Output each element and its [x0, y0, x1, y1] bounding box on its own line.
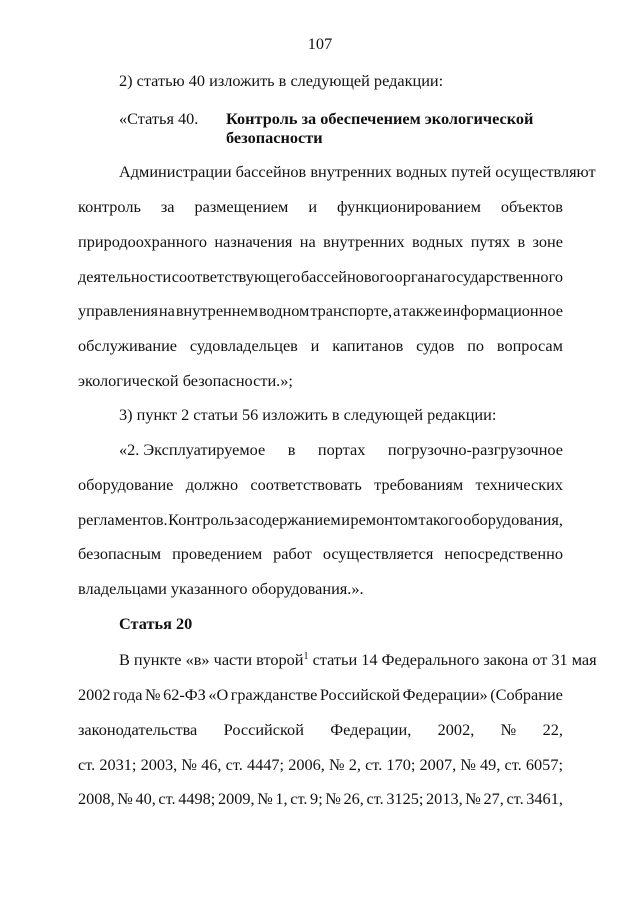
- art20-paragraph-line-4: [78, 755, 563, 775]
- admin-paragraph-line-7: экологической безопасности.»;: [78, 371, 293, 390]
- word: ст.: [158, 789, 176, 808]
- art20-line-1-start: В пункте «в» части второй: [119, 650, 304, 669]
- word: 62-ФЗ: [163, 685, 206, 704]
- item2-paragraph-line-1: [119, 440, 563, 460]
- word: 4498;: [178, 789, 216, 808]
- word: 46,: [201, 755, 222, 774]
- word: 2031;: [99, 755, 137, 774]
- admin-paragraph-line-3: [78, 232, 563, 252]
- word: Федерации,: [330, 720, 412, 739]
- word: непосредственно: [444, 544, 563, 563]
- art20-paragraph-line-3: [78, 720, 563, 740]
- word: и: [308, 197, 318, 216]
- word: внутренних: [323, 232, 405, 251]
- word: водных: [412, 232, 464, 251]
- word: №: [465, 789, 481, 808]
- item2-paragraph-line-3: [78, 510, 563, 530]
- admin-paragraph-line-1: Администрации бассейнов внутренних водных путей осуществляют: [119, 162, 596, 181]
- word: органа: [394, 267, 441, 286]
- word: 9;: [310, 789, 323, 808]
- word: государственного: [441, 267, 563, 286]
- word: водном: [258, 301, 310, 320]
- word: на: [299, 232, 316, 251]
- word: такого: [418, 510, 463, 529]
- word: 26,: [343, 789, 364, 808]
- word: требованиям: [374, 475, 464, 494]
- word: оборудование: [78, 475, 174, 494]
- word: ст.: [366, 789, 384, 808]
- admin-paragraph-line-2: [78, 197, 563, 217]
- article-40-title-line-2: безопасности: [226, 128, 323, 147]
- word: функционированием: [337, 197, 481, 216]
- word: 2006,: [288, 755, 325, 774]
- word: 2,: [348, 755, 361, 774]
- word: работ: [273, 544, 312, 563]
- word: на: [158, 301, 175, 320]
- word: капитанов: [332, 336, 404, 355]
- word: 49,: [480, 755, 501, 774]
- word: погрузочно-разгрузочное: [387, 440, 563, 459]
- word: Контроль: [168, 510, 234, 529]
- word: №: [329, 755, 345, 774]
- article-40-number: «Статья 40.: [119, 109, 199, 128]
- article-20-heading: Статья 20: [119, 614, 193, 633]
- word: должно: [185, 475, 239, 494]
- item2-paragraph-line-4: [78, 544, 563, 564]
- word: деятельности: [78, 267, 172, 286]
- word: 2003,: [140, 755, 178, 774]
- word: по: [467, 336, 485, 355]
- word: соответствовать: [250, 475, 362, 494]
- word: 2007,: [419, 755, 457, 774]
- word: оборудования,: [463, 510, 563, 529]
- word: в: [517, 232, 526, 251]
- word: содержанием: [248, 510, 341, 529]
- word: ст.: [504, 755, 522, 774]
- word: №: [460, 755, 476, 774]
- word: 2009,: [217, 789, 255, 808]
- word: 22,: [542, 720, 563, 739]
- word: 40,: [135, 789, 156, 808]
- word: (Собрание: [490, 685, 563, 704]
- word: также: [401, 301, 442, 320]
- item2-paragraph-line-2: [78, 475, 563, 495]
- word: безопасным: [78, 544, 162, 563]
- word: 2002,: [437, 720, 475, 739]
- item2-paragraph-line-5: владельцами указанного оборудования.».: [78, 579, 364, 598]
- amendment-item-2: 2) статью 40 изложить в следующей редакции:: [119, 71, 444, 90]
- word: №: [325, 789, 341, 808]
- word: «2. Эксплуатируемое: [119, 440, 266, 459]
- word: законодательства: [78, 720, 198, 739]
- word: ремонтом: [350, 510, 418, 529]
- word: а: [393, 301, 401, 320]
- amendment-item-3: 3) пункт 2 статьи 56 изложить в следующей редакции:: [119, 405, 497, 424]
- word: в: [287, 440, 296, 459]
- word: №: [500, 720, 517, 739]
- art20-paragraph-line-1: [119, 650, 597, 670]
- word: вопросам: [496, 336, 563, 355]
- word: контроль: [78, 197, 141, 216]
- word: судов: [416, 336, 455, 355]
- word: ст.: [225, 755, 243, 774]
- word: размещением: [194, 197, 289, 216]
- word: №: [181, 755, 197, 774]
- admin-paragraph-line-5: [78, 301, 563, 321]
- word: 170;: [386, 755, 416, 774]
- word: путях: [470, 232, 511, 251]
- word: информационное: [442, 301, 563, 320]
- word: объектов: [500, 197, 563, 216]
- footnote-superscript: 1: [303, 651, 309, 662]
- word: управления: [78, 301, 158, 320]
- word: соответствующего: [171, 267, 301, 286]
- word: 27,: [483, 789, 504, 808]
- word: зоне: [532, 232, 563, 251]
- word: судовладельцев: [189, 336, 298, 355]
- word: №: [145, 685, 161, 704]
- word: гражданстве: [230, 685, 318, 704]
- word: регламентов.: [78, 510, 168, 529]
- word: технических: [475, 475, 563, 494]
- word: 6057;: [525, 755, 563, 774]
- word: №: [257, 789, 273, 808]
- word: 2013,: [426, 789, 463, 808]
- article-40-title-line-1: Контроль за обеспечением экологической: [226, 109, 534, 128]
- word: ст.: [365, 755, 383, 774]
- word: 3461,: [526, 789, 563, 808]
- word: Федерации»: [402, 685, 488, 704]
- word: «О: [208, 685, 229, 704]
- word: портах: [317, 440, 366, 459]
- art20-paragraph-line-5: [78, 789, 563, 809]
- word: и: [341, 510, 350, 529]
- word: проведением: [172, 544, 263, 563]
- word: Российской: [319, 685, 401, 704]
- word: за: [160, 197, 175, 216]
- admin-paragraph-line-4: [78, 267, 563, 287]
- word: за: [234, 510, 249, 529]
- word: ст.: [78, 755, 96, 774]
- word: Российской: [223, 720, 304, 739]
- word: транспорте,: [310, 301, 393, 320]
- word: назначения: [214, 232, 293, 251]
- word: осуществляется: [322, 544, 434, 563]
- word: 2002: [78, 685, 111, 704]
- art20-line-1-end: статьи 14 Федерального закона от 31 мая: [308, 650, 597, 669]
- admin-paragraph-line-6: [78, 336, 563, 356]
- word: 2008,: [78, 789, 115, 808]
- word: 3125;: [386, 789, 424, 808]
- word: ст.: [506, 789, 524, 808]
- word: и: [310, 336, 320, 355]
- word: обслуживание: [78, 336, 178, 355]
- word: года: [113, 685, 143, 704]
- word: природоохранного: [78, 232, 208, 251]
- word: 1,: [275, 789, 288, 808]
- page-number: 107: [307, 34, 333, 53]
- word: бассейнового: [300, 267, 394, 286]
- word: внутреннем: [175, 301, 259, 320]
- art20-paragraph-line-2: [78, 685, 563, 705]
- word: ст.: [290, 789, 308, 808]
- word: 4447;: [246, 755, 285, 774]
- word: №: [117, 789, 133, 808]
